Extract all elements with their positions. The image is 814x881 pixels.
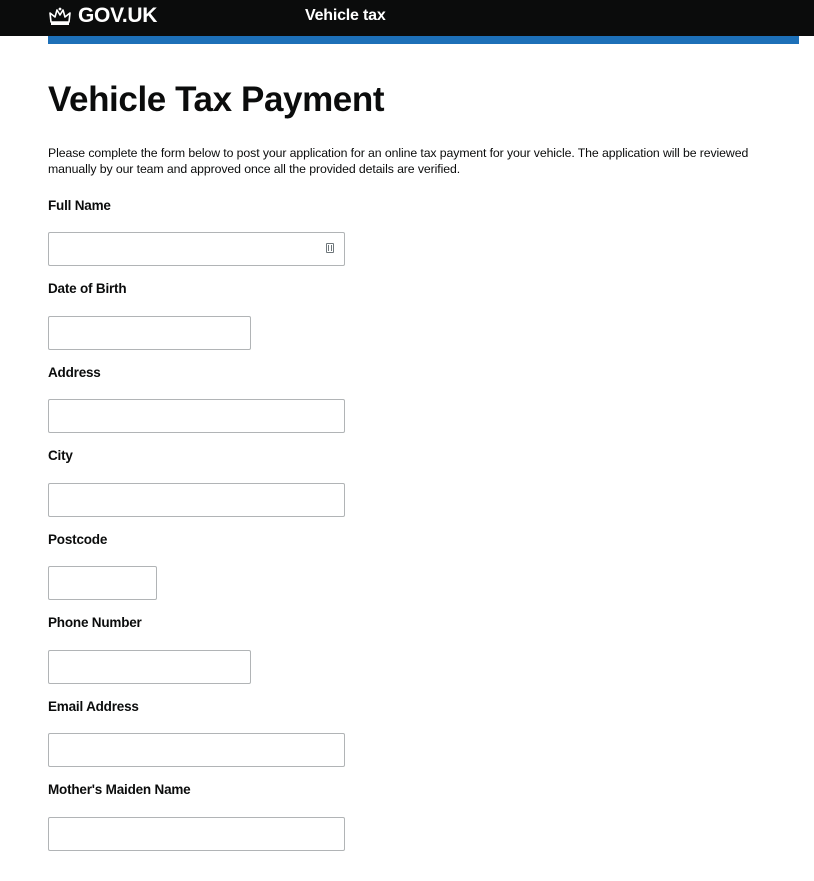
date-of-birth-input[interactable] <box>48 316 251 350</box>
full-name-label: Full Name <box>48 198 111 213</box>
phone-number-input[interactable] <box>48 650 251 684</box>
city-input[interactable] <box>48 483 345 517</box>
crown-icon <box>48 6 72 26</box>
full-name-input[interactable] <box>48 232 345 266</box>
intro-text: Please complete the form below to post your application for an online tax payment for your vehicle. The application will be reviewed manually by our team and approved once all the provided details are verified. <box>48 146 749 176</box>
email-address-label: Email Address <box>48 699 139 714</box>
postcode-input[interactable] <box>48 566 157 600</box>
address-label: Address <box>48 365 101 380</box>
govuk-logo-text: GOV.UK <box>78 4 158 27</box>
postcode-label: Postcode <box>48 532 108 547</box>
site-header <box>0 0 814 36</box>
govuk-logo-link[interactable] <box>48 4 157 28</box>
mothers-maiden-name-input[interactable] <box>48 817 345 851</box>
address-input[interactable] <box>48 399 345 433</box>
page-title: Vehicle Tax Payment <box>48 80 385 119</box>
date-of-birth-label: Date of Birth <box>48 281 127 296</box>
city-label: City <box>48 448 73 463</box>
email-address-input[interactable] <box>48 733 345 767</box>
phone-number-label: Phone Number <box>48 615 142 630</box>
autofill-icon[interactable] <box>326 243 334 253</box>
service-name-link[interactable]: Vehicle tax <box>305 7 386 24</box>
mothers-maiden-name-label: Mother's Maiden Name <box>48 782 191 797</box>
header-accent-bar <box>48 36 799 44</box>
